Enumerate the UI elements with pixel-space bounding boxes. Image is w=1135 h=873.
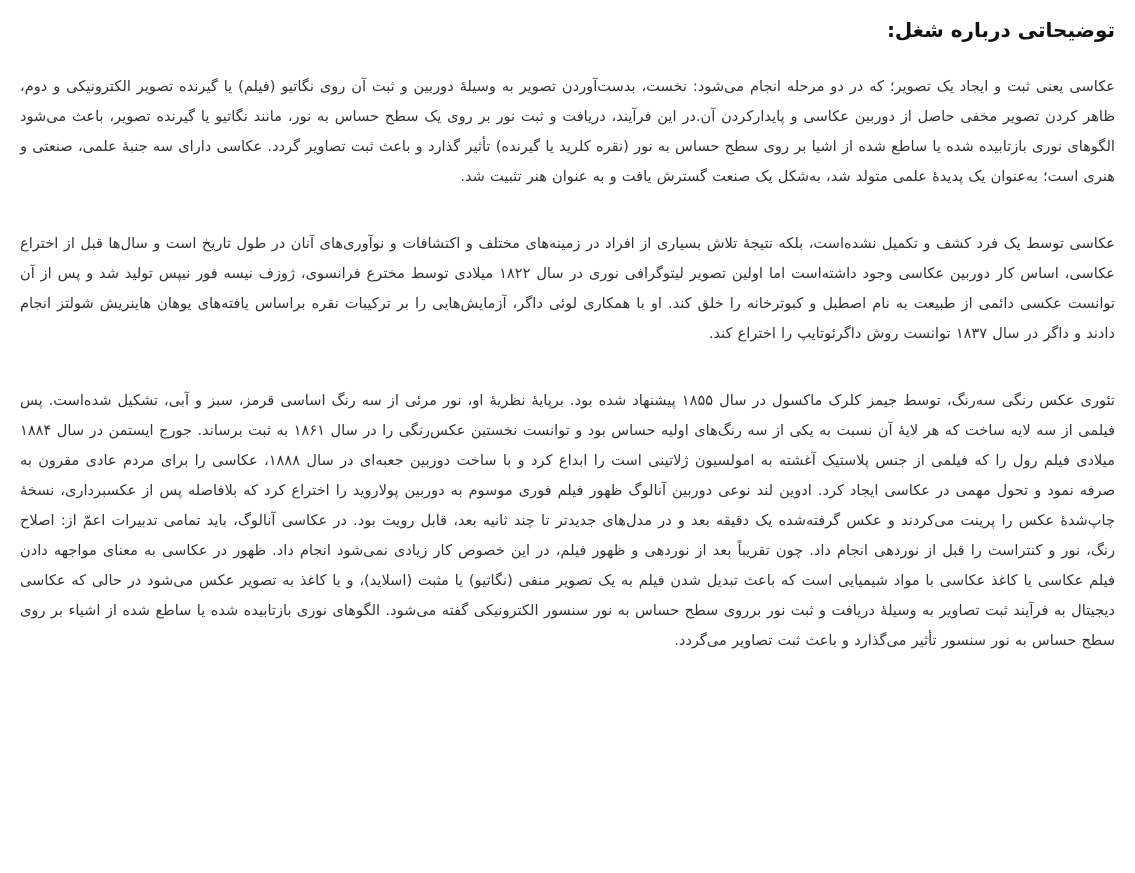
paragraph-color-and-digital: تئوری عکس رنگی سه‌رنگ، توسط جیمز کلرک ماکسول در سال ۱۸۵۵ پیشنهاد شده بود. برپایهٔ نظریهٔ او، نور مرئی از سه رنگ اساسی قرمز، سبز و آبی، تشکیل شده‌است. پس فیلمی از سه لایه ساخت که هر لایهٔ آن نسبت به یکی از سه رنگ‌های اولیه حساس بود و توانست نخستین عکس‌رنگی را در سال ۱۸۶۱ به ثبت برساند. جورج ایستمن در سال ۱۸۸۴ میلادی فیلم رول را که فیلمی از جنس پلاستیک آغشته به امولسیون ژلاتینی است را ابداع کرد و با ساخت دوربین جعبه‌ای در سال ۱۸۸۸، عکاسی را برای مردم عادی مقرون به صرفه نمود و تحول مهمی در عکاسی ایجاد کرد. ادوین لند نوعی دوربین آنالوگ ظهور فیلم فوری موسوم به دوربین پولاروید را اختراع کرد که بلافاصله پس از عکسبرداری، نسخهٔ چاپ‌شدهٔ عکس را پرینت می‌کردند و عکس گرفته‌شده یک دقیقه بعد و در مدل‌های جدیدتر تا چند ثانیه بعد، قابل رویت بود. در عکاسی آنالوگ، باید تمامی تدبیرات اعمّ از: اصلاح رنگ، نور و کنتراست را قبل از نوردهی انجام داد. چون تقریباً بعد از نوردهی و ظهور فیلم، در این خصوص کار زیادی نمی‌شود انجام داد. ظهور در عکاسی به معنای مواجهه دادن فیلم عکاسی یا کاغذ عکاسی با مواد شیمیایی است که باعث تبدیل شدن فیلم به یک تصویر منفی (نگاتیو) یا مثبت (اسلاید)، و یا کاغذ به تصویر عکس می‌شود در حالی که عکاسی دیجیتال به فرآیند ثبت تصاویر به وسیلهٔ دریافت و ثبت نور برروی سطح حساس به نور سنسور الکترونیکی گفته می‌شود. الگوهای نوری بازتابیده شده یا ساطع شده از اشیاء بر روی سطح حساس به نور سنسور تأثیر می‌گذارد و باعث ثبت تصاویر می‌گردد. [20, 392, 1115, 649]
paragraph-definition: عکاسی یعنی ثبت و ایجاد یک تصویر؛ که در دو مرحله انجام می‌شود: نخست، بدست‌آوردن تصویر به وسیلهٔ دوربین و ثبت آن روی نگاتیو (فیلم) یا گیرنده تصویر الکترونیکی و دوم، ظاهر کردن تصویر مخفی حاصل از دوربین عکاسی و پایدارکردن آن.در این فرآیند، دریافت و ثبت نور بر روی یک سطح حساس به نور، مانند نگاتیو یا گیرنده تصویر، باعث می‌شود الگوهای نوری بازتابیده شده یا ساطع شده از اشیا بر روی سطح حساس به نور (نقره کلرید یا گیرنده) تأثیر گذارد و باعث ثبت تصاویر گردد. عکاسی دارای سه جنبهٔ علمی، صنعتی و هنری است؛ به‌عنوان یک پدیدهٔ علمی متولد شد، به‌شکل یک صنعت گسترش یافت و به عنوان هنر تثبیت شد. [20, 78, 1115, 185]
paragraph-history: عکاسی توسط یک فرد کشف و تکمیل نشده‌است، بلکه نتیجهٔ تلاش بسیاری از افراد در زمینه‌های مختلف و اکتشافات و نوآوری‌های آنان در طول تاریخ است و سال‌ها قبل از اختراع عکاسی، اساس کار دوربین عکاسی وجود داشته‌است اما اولین تصویر لیتوگرافی نوری در سال ۱۸۲۲ میلادی توسط مخترع فرانسوی، ژوزف نیسه فور نیپس تولید شد و پس از آن توانست عکسی دائمی از طبیعت به نام اصطبل و کبوترخانه را خلق کند. او با همکاری لوئی داگر، آزمایش‌هایی را بر ترکیبات نقره براساس یافته‌های یوهان هاینریش شولتز انجام دادند و داگر در سال ۱۸۳۷ توانست روش داگرئوتایپ را اختراع کند. [20, 235, 1115, 342]
section-title: توضیحاتی درباره شغل: [886, 18, 1115, 42]
